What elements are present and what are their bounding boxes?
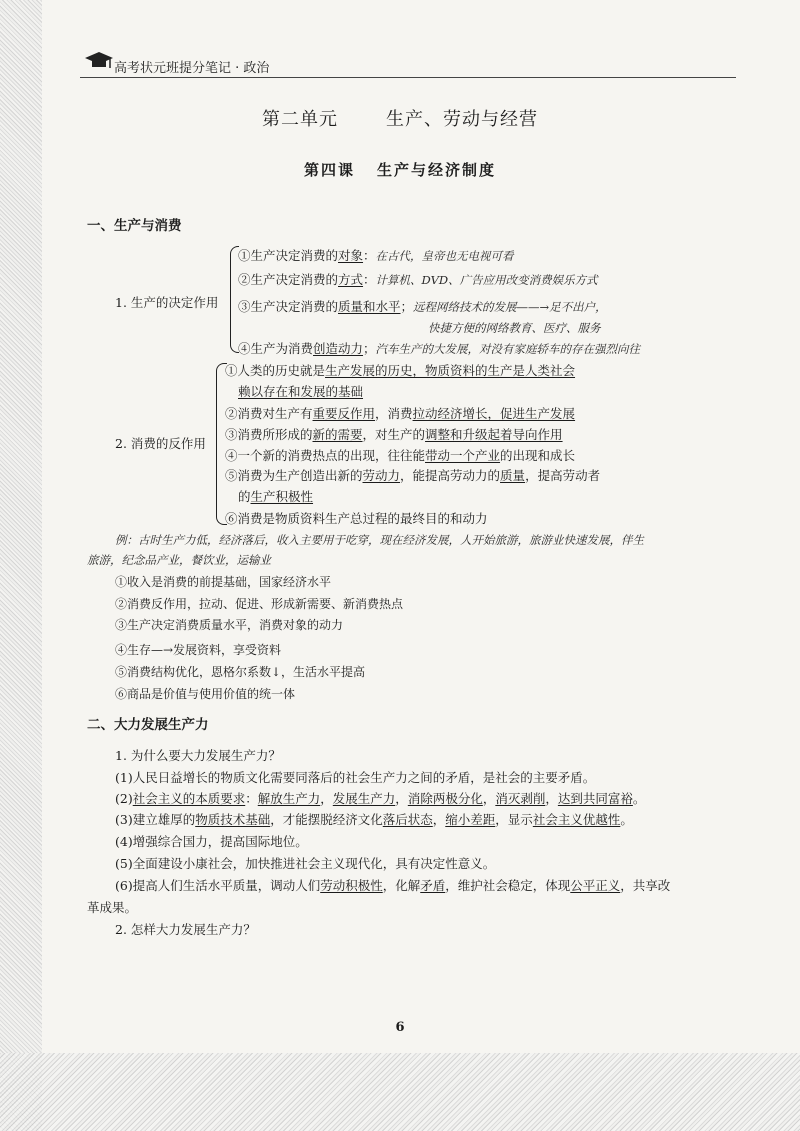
lesson-number: 第四课	[303, 161, 355, 179]
summary-6: ⑥商品是价值与使用价值的统一体	[115, 687, 296, 701]
scan-edge-bottom	[0, 1053, 800, 1131]
reaction-item-4: ④一个新的消费热点的出现，往往能带动一个产业的出现和成长	[225, 448, 576, 463]
question-2: 2. 怎样大力发展生产力？	[115, 922, 256, 937]
header-rule	[80, 77, 736, 78]
decisive-item-4: ④生产为消费创造动力；汽车生产的大发展，对没有家庭轿车的存在强烈向往	[238, 341, 641, 356]
decisive-item-3-cont: 快捷方便的网络教育、医疗、服务	[428, 321, 601, 335]
page-number: 6	[395, 1020, 405, 1035]
reaction-item-1: ①人类的历史就是生产发展的历史，物质资料的生产是人类社会	[225, 363, 576, 378]
graduation-cap-icon	[84, 50, 114, 72]
summary-2: ②消费反作用，拉动、促进、形成新需要、新消费热点	[115, 597, 404, 611]
unit-number: 第二单元	[262, 109, 338, 130]
answer-6: (6)提高人们生活水平质量，调动人们劳动积极性，化解矛盾，维护社会稳定，体现公平正义，共享改	[115, 878, 671, 893]
reaction-item-1-cont: 赖以存在和发展的基础	[238, 384, 364, 399]
section1-title: 一、生产与消费	[87, 218, 182, 234]
example-line-1: 例：古时生产力低，经济落后，收入主要用于吃穿，现在经济发展，人开始旅游，旅游业快速发展，伴生	[115, 533, 644, 547]
lesson-title	[0, 159, 800, 180]
decisive-item-2: ②生产决定消费的方式：计算机、DVD、广告应用改变消费娱乐方式	[238, 272, 598, 287]
summary-5: ⑤消费结构优化，恩格尔系数↓，生活水平提高	[115, 665, 366, 679]
answer-5: (5)全面建设小康社会，加快推进社会主义现代化，具有决定性意义。	[115, 856, 496, 871]
summary-4: ④生存—→发展资料，享受资料	[115, 643, 282, 657]
summary-1: ①收入是消费的前提基础，国家经济水平	[115, 575, 332, 589]
reaction-brace	[216, 363, 227, 525]
decisive-label: 1. 生产的决定作用	[115, 295, 219, 310]
reaction-item-5: ⑤消费为生产创造出新的劳动力，能提高劳动力的质量，提高劳动者	[225, 468, 601, 483]
answer-4: (4)增强综合国力，提高国际地位。	[115, 834, 308, 849]
lesson-name: 生产与经济制度	[377, 161, 497, 179]
question-1: 1. 为什么要大力发展生产力？	[115, 748, 281, 763]
answer-6-cont: 革成果。	[87, 900, 138, 915]
decisive-item-3: ③生产决定消费的质量和水平；远程网络技术的发展——→足不出户，	[238, 299, 607, 314]
header-title: 高考状元班提分笔记 · 政治	[114, 61, 270, 76]
answer-2: (2)社会主义的本质要求：解放生产力，发展生产力，消除两极分化，消灭剥削，达到共同富裕。	[115, 791, 646, 806]
answer-3: (3)建立雄厚的物质技术基础，才能摆脱经济文化落后状态，缩小差距，显示社会主义优越性。	[115, 812, 633, 827]
reaction-item-2: ②消费对生产有重要反作用，消费拉动经济增长，促进生产发展	[225, 406, 576, 421]
section2-title: 二、大力发展生产力	[87, 717, 209, 733]
reaction-item-6: ⑥消费是物质资料生产总过程的最终目的和动力	[225, 511, 488, 526]
reaction-item-5-cont: 的生产积极性	[238, 489, 314, 504]
unit-name: 生产、劳动与经营	[386, 109, 538, 130]
unit-title	[0, 105, 800, 131]
reaction-label: 2. 消费的反作用	[115, 436, 206, 451]
decisive-item-1: ①生产决定消费的对象：在古代，皇帝也无电视可看	[238, 248, 514, 263]
example-line-2: 旅游，纪念品产业，餐饮业，运输业	[87, 553, 271, 567]
reaction-item-3: ③消费所形成的新的需要，对生产的调整和升级起着导向作用	[225, 427, 563, 442]
summary-3: ③生产决定消费质量水平，消费对象的动力	[115, 618, 344, 632]
answer-1: (1)人民日益增长的物质文化需要同落后的社会生产力之间的矛盾，是社会的主要矛盾。	[115, 770, 596, 785]
